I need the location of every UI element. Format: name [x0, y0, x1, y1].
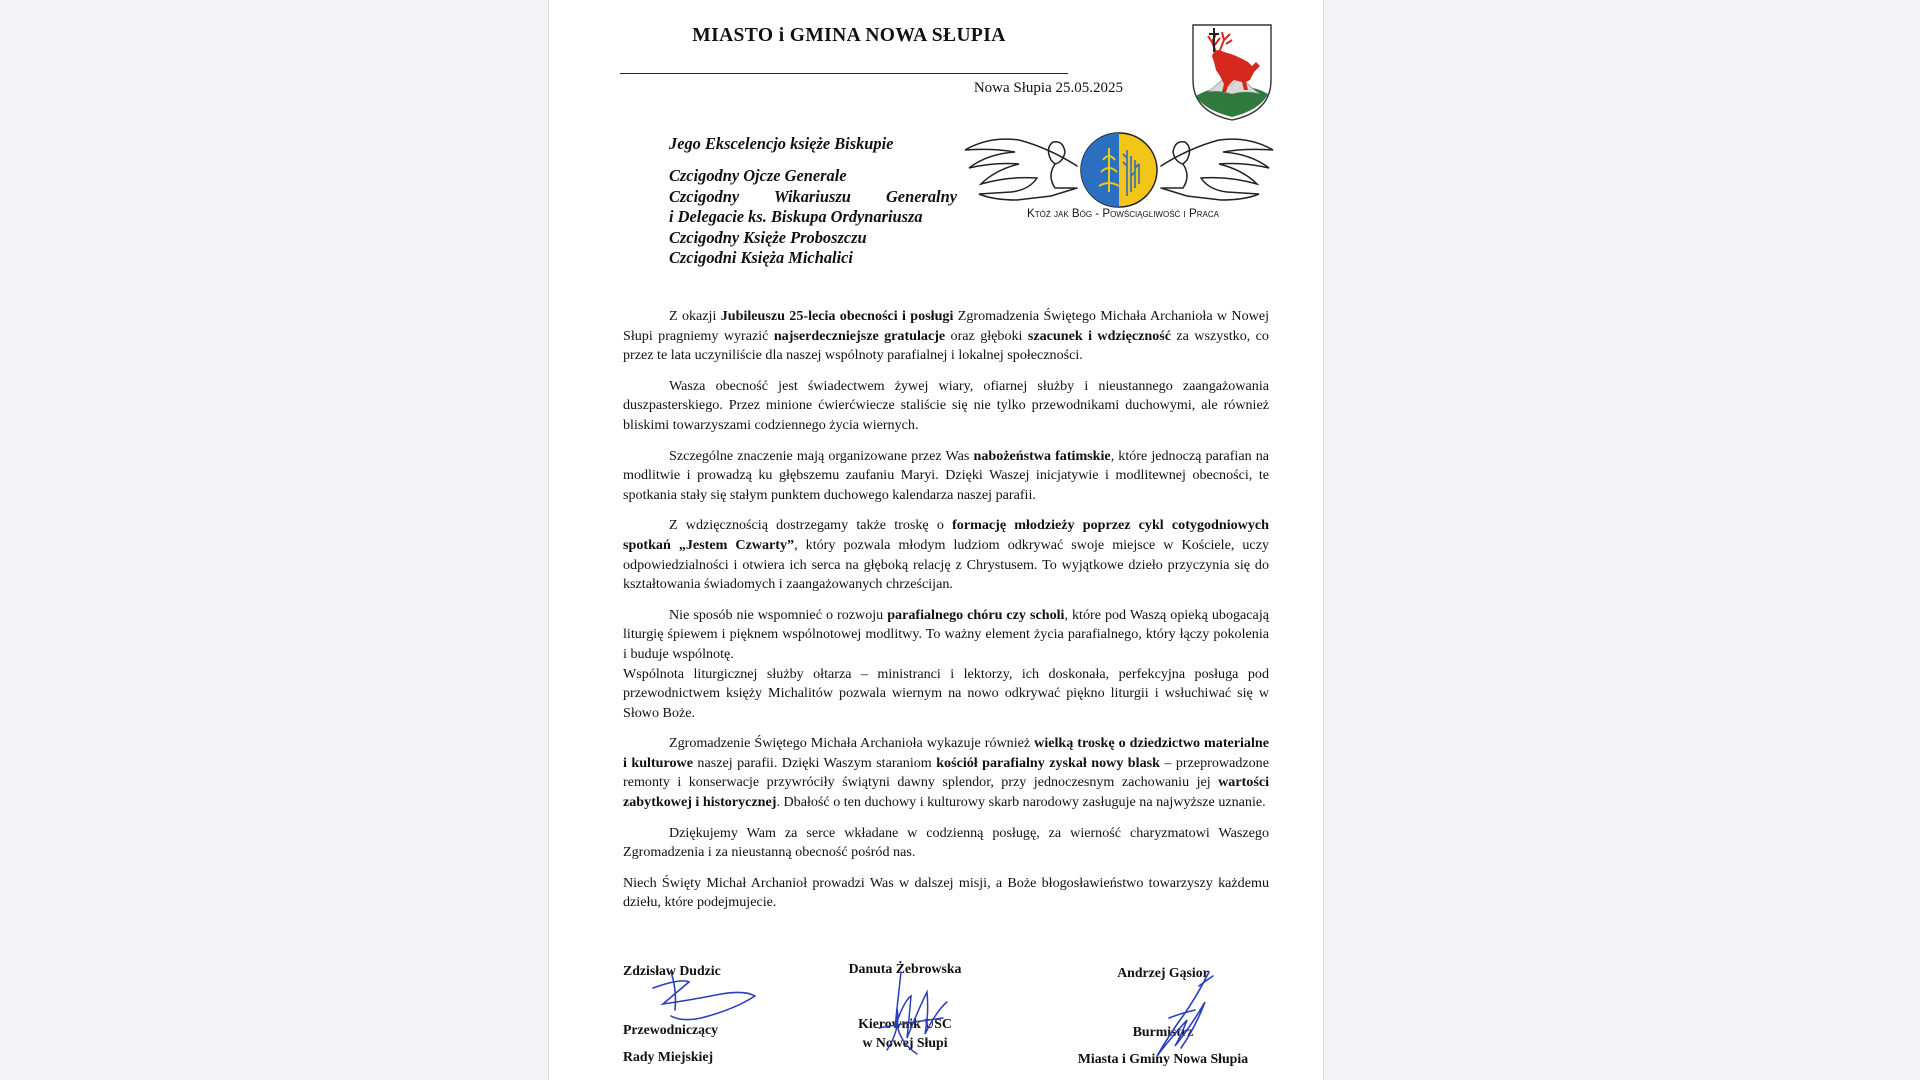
body-paragraph: Wasza obecność jest świadectwem żywej wiary, ofiarnej służby i nieustannego zaangażowania duszpasterskiego. Przez minione ćwierćwiecze staliście się nie tylko przewodnikami duchowymi, ale również bliskimi towarzyszami codziennego życia wiernych. [623, 377, 1269, 433]
body-paragraph: Szczególne znaczenie mają organizowane przez Was nabożeństwa fatimskie, które jednoczą parafian na modlitwie i prowadzą ku głębszemu zaufaniu Maryi. Dzięki Waszej inicjatywie i modlitewnej obecności, te spotkania stały się stałym punktem duchowego kalendarza naszej parafii. [623, 447, 1269, 503]
body-paragraph: Zgromadzenie Świętego Michała Archanioła wykazuje również wielką troskę o dziedzictwo materialne i kulturowe naszej parafii. Dzięki Waszym staraniom kościół parafialny zyskał nowy blask – przeprowadzone remonty i konserwacje przywróciły świątyni dawny splendor, przy jednoczesnym zachowaniu jej wartości zabytkowej i historycznej. Dbałość o ten duchowy i kulturowy skarb narodowy zasługuje na najwyższe uznanie. [623, 735, 1269, 811]
emblem-motto: Któż jak Bóg - Powściągliwość i Praca [1027, 207, 1219, 220]
signatory-role: Miasta i Gminy Nowa Słupia [1077, 1051, 1249, 1066]
addressee-list [669, 166, 957, 269]
body-paragraph: Niech Święty Michał Archanioł prowadzi Was w dalszej misji, a Boże błogosławieństwo towarzyszy każdemu dziełu, które podejmujecie. [623, 874, 1269, 911]
letterhead-title: MIASTO i GMINA NOWA SŁUPIA [692, 25, 1006, 46]
addressee-bishop: Jego Ekscelencjo księże Biskupie [669, 134, 894, 153]
deer-crest-icon [1190, 22, 1274, 122]
signatory-name: Danuta Żebrowska [848, 961, 962, 976]
letter-date: Nowa Słupia 25.05.2025 [973, 80, 1123, 96]
body-paragraph: Nie sposób nie wspomnieć o rozwoju parafialnego chóru czy scholi, które pod Waszą opieką ubogacają liturgię śpiewem i pięknem wspólnotowej modlitwy. To ważny element życia parafialnego, który łączy pokolenia i buduje wspólnotę. [623, 606, 1269, 662]
body-paragraph: Dziękujemy Wam za serce wkładane w codzienną posługę, za wierność charyzmatowi Waszego Zgromadzenia i za nieustanną obecność pośród nas. [623, 824, 1269, 861]
signatory-name: Zdzisław Dudzic [623, 963, 721, 978]
signatory-name: Andrzej Gąsior [1117, 965, 1209, 980]
letter-body [623, 307, 1269, 924]
body-paragraph: Wspólnota liturgicznej służby ołtarza – ministranci i lektorzy, ich doskonała, perfekcyjna posługa pod przewodnictwem księży Michalitów pozwala wiernym na nowo odkrywać piękno liturgii i wsłuchiwać się w Słowo Boże. [623, 665, 1269, 721]
signatory-role: Rady Miejskiej [623, 1049, 714, 1064]
signatory-role: Przewodniczący [623, 1022, 719, 1037]
addressee-item: Czcigodny Ojcze Generale [669, 166, 847, 185]
body-paragraph: Z wdzięcznością dostrzegamy także troskę o formację młodzieży poprzez cykl cotygodniowych spotkań „Jestem Czwarty”, który pozwala młodym ludziom odkrywać swoje miejsce w Kościele, uczy odpowiedzialności i otwiera ich serca na głęboką relację z Chrystusem. To wyjątkowe dzieło przyczynia się do kształtowania świadomych i zaangażowanych chrześcijan. [623, 517, 1269, 593]
addressee-item: i Delegacie ks. Biskupa Ordynariusza [669, 207, 923, 227]
signatory-role: w Nowej Słupi [862, 1035, 948, 1050]
body-paragraph: Z okazji Jubileuszu 25-lecia obecności i posługi Zgromadzenia Świętego Michała Archanioła w Nowej Słupi pragniemy wyrazić najserdeczniejsze gratulacje oraz głęboki szacunek i wdzięczność za wszystko, co przez te lata uczyniliście dla naszej wspólnoty parafialnej i lokalnej społeczności. [623, 308, 1270, 364]
addressee-item: Czcigodny Wikariuszu Generalny [669, 186, 957, 206]
signatory-role: Burmistrz [1132, 1024, 1194, 1039]
angels-emblem-icon [959, 130, 1279, 210]
signatory-role: Kierownik USC [858, 1016, 952, 1031]
addressee-item: Czcigodny Księże Proboszczu [669, 227, 867, 247]
addressee-item: Czcigodni Księża Michalici [669, 248, 853, 268]
letterhead-rule [620, 73, 1068, 74]
letter-page [548, 0, 1324, 1080]
